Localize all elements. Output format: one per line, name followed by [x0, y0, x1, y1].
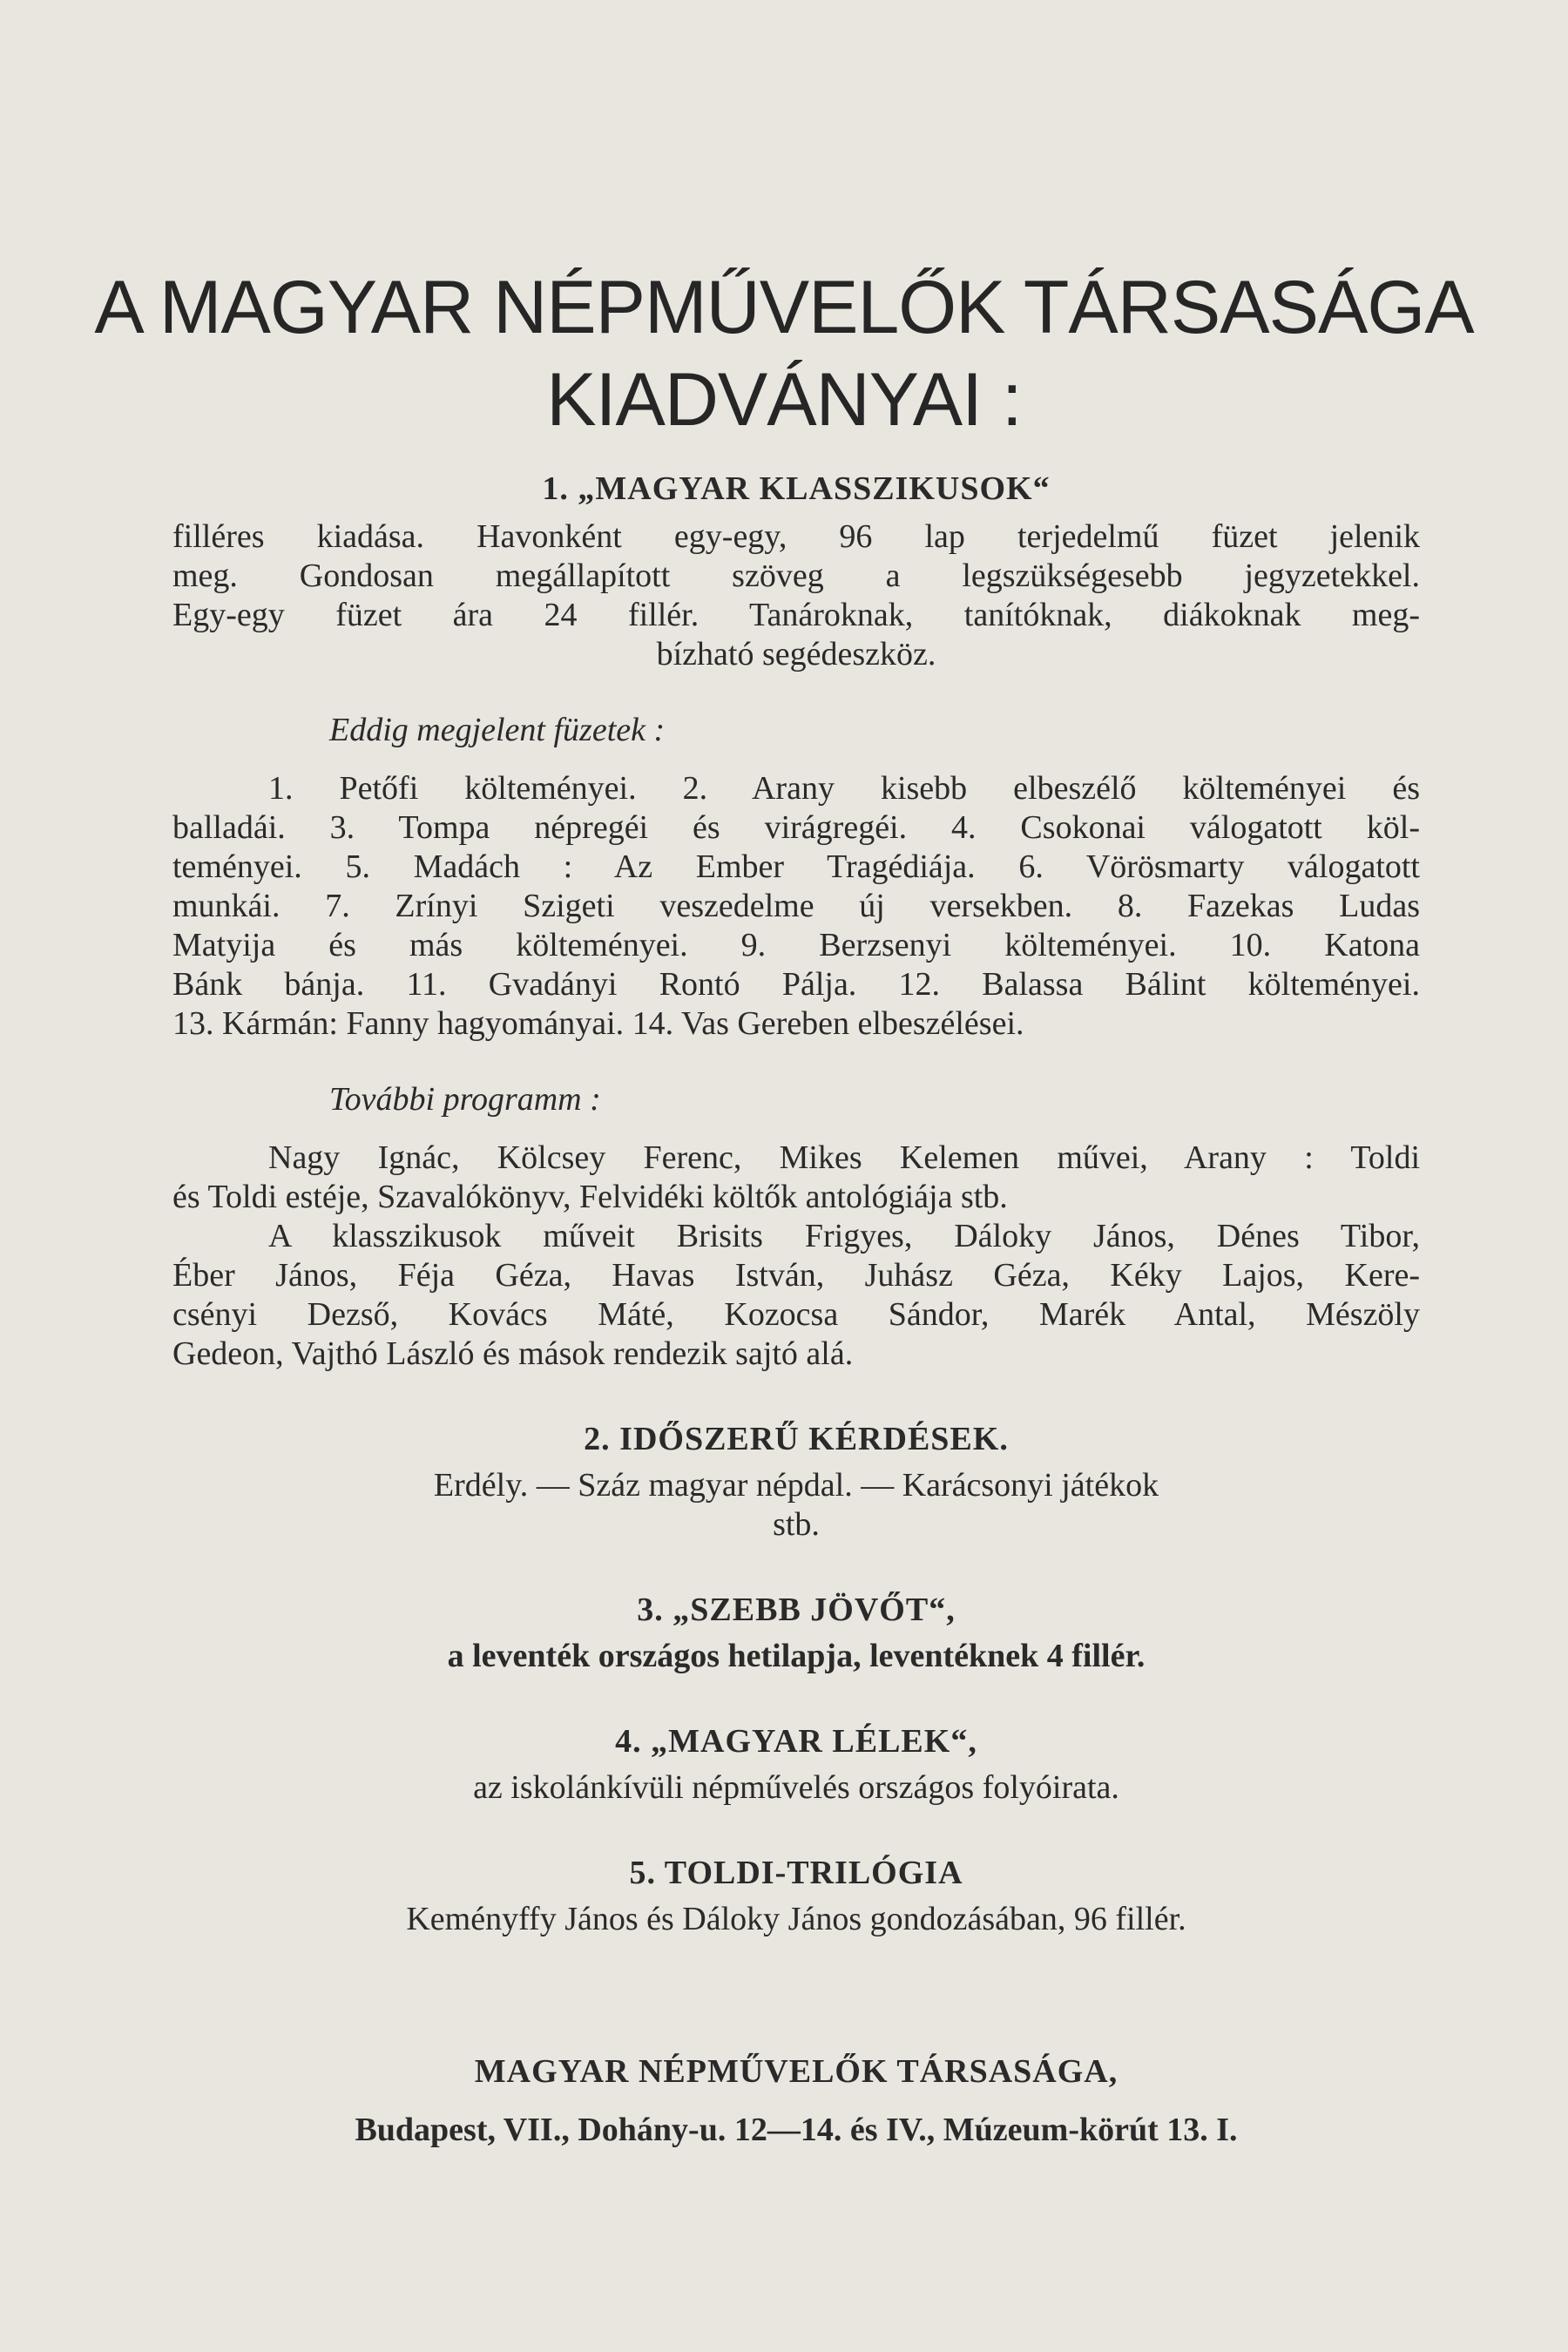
current-issues-text-line: stb. — [773, 1506, 820, 1543]
editors-text-line: Éber János, Féja Géza, Havas István, Juhász Géza, Kéky Lajos, Kere- — [172, 1257, 1420, 1294]
section-magyar-lelek-subtitle: az iskolánkívüli népművelés országos folyóirata. — [473, 1769, 1119, 1806]
published-list-line: Bánk bánja. 11. Gvadányi Rontó Pálja. 12. Balassa Bálint költeményei. — [172, 966, 1420, 1003]
classics-description-line: meg. Gondosan megállapított szöveg a legszükségesebb jegyzetekkel. — [172, 558, 1420, 594]
classics-description-line: Egy-egy füzet ára 24 fillér. Tanároknak, tanítóknak, diákoknak meg- — [172, 597, 1420, 633]
published-list-line: 1. Petőfi költeményei. 2. Arany kisebb elbeszélő költeményei és — [268, 770, 1420, 807]
publisher-address: Budapest, VII., Dohány-u. 12—14. és IV., Múzeum-körút 13. I. — [355, 2112, 1238, 2148]
section-magyar-lelek-heading: 4. „MAGYAR LÉLEK“, — [615, 1723, 977, 1760]
section-magyar-lelek — [172, 1721, 1420, 1808]
section-toldi-trilogia-subtitle: Keményffy János és Dáloky János gondozásában, 96 fillér. — [406, 1901, 1186, 1937]
editors-text-line: A klasszikusok műveit Brisits Frigyes, Dáloky János, Dénes Tibor, — [268, 1218, 1420, 1254]
classics-description-line: bízható segédeszköz. — [656, 636, 936, 672]
published-list-line: teményei. 5. Madách : Az Ember Tragédiája. 6. Vörösmarty válogatott — [172, 848, 1420, 885]
published-list-line: Matyija és más költeményei. 9. Berzsenyi költeményei. 10. Katona — [172, 927, 1420, 963]
content — [172, 469, 1420, 2150]
section-szebb-jovot-subtitle: a leventék országos hetilapja, leventéknek 4 fillér. — [447, 1638, 1146, 1674]
program-text-line: és Toldi estéje, Szavalókönyv, Felvidéki költők antológiája stb. — [172, 1179, 1008, 1215]
page-title — [0, 261, 1568, 446]
section-toldi-trilogia — [172, 1853, 1420, 1939]
section-szebb-jovot — [172, 1590, 1420, 1676]
program-label: További programm : — [329, 1081, 601, 1118]
section-classics — [172, 469, 1420, 1374]
publisher-name: MAGYAR NÉPMŰVELŐK TÁRSASÁGA, — [474, 2053, 1119, 2090]
section-current-issues-heading: 2. IDŐSZERŰ KÉRDÉSEK. — [584, 1421, 1009, 1457]
classics-description-line: filléres kiadása. Havonként egy-egy, 96 lap terjedelmű füzet jelenik — [172, 518, 1420, 555]
section-szebb-jovot-heading: 3. „SZEBB JÖVŐT“, — [637, 1592, 956, 1628]
published-list-line: munkái. 7. Zrínyi Szigeti veszedelme új versekben. 8. Fazekas Ludas — [172, 888, 1420, 924]
section-toldi-trilogia-heading: 5. TOLDI-TRILÓGIA — [629, 1855, 963, 1891]
program-text-line: Nagy Ignác, Kölcsey Ferenc, Mikes Kelemen művei, Arany : Toldi — [268, 1139, 1420, 1176]
section-classics-heading: 1. „MAGYAR KLASSZIKUSOK“ — [542, 470, 1051, 507]
publisher-footer — [172, 2052, 1420, 2150]
page-title-line-1: A MAGYAR NÉPMŰVELŐK TÁRSASÁGA — [94, 266, 1474, 349]
page-title-line-2: KIADVÁNYAI : — [546, 358, 1022, 442]
current-issues-text-line: Erdély. — Száz magyar népdal. — Karácsonyi játékok — [433, 1467, 1159, 1504]
editors-text-line: csényi Dezső, Kovács Máté, Kozocsa Sándor, Marék Antal, Mészöly — [172, 1296, 1420, 1333]
section-current-issues — [172, 1419, 1420, 1544]
published-list-line: 13. Kármán: Fanny hagyományai. 14. Vas Gereben elbeszélései. — [172, 1005, 1024, 1042]
published-label: Eddig megjelent füzetek : — [329, 712, 666, 748]
editors-text-line: Gedeon, Vajthó László és mások rendezik sajtó alá. — [172, 1335, 854, 1372]
published-list-line: balladái. 3. Tompa népregéi és virágregéi. 4. Csokonai válogatott köl- — [172, 809, 1420, 846]
